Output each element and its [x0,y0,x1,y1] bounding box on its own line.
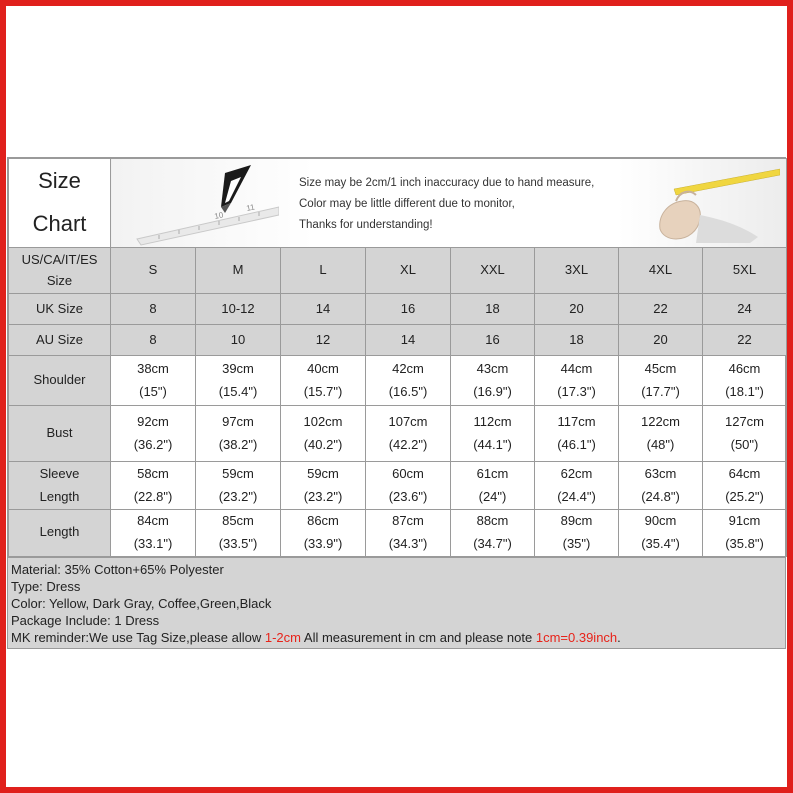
measure-cell [619,510,703,557]
inch-value: (24.8") [641,488,680,504]
inch-value: (16.5") [388,383,428,399]
inch-value: (44.1") [473,436,512,452]
table-cell: 22 [619,294,703,325]
inch-value: (42.2") [388,436,428,452]
hand-measure-icon [640,167,780,243]
inch-value: (17.7") [641,383,680,399]
cm-value: 88cm [476,513,509,528]
cm-value: 86cm [307,513,339,528]
row-label: Length [9,510,111,557]
cm-value: 63cm [644,465,677,481]
inch-value: (40.2") [303,436,343,452]
material-text: Material: 35% Cotton+65% Polyester [11,561,224,577]
measure-cell [703,462,787,510]
inch-value: (23.6") [388,488,428,504]
cm-value: 89cm [560,513,593,528]
cm-value: 127cm [724,413,765,429]
size-header-line-1: US/CA/IT/ES [21,251,98,267]
cm-value: 90cm [644,513,677,528]
note-line-2: Color may be little different due to monitor, [299,198,515,210]
uk-size-row [9,294,787,325]
inch-value: (46.1") [557,436,596,452]
row-label-line-2: Length [39,488,80,504]
cm-value: 59cm [222,465,254,481]
cm-value: 122cm [640,413,681,429]
cm-value: 85cm [222,513,254,528]
measure-cell [619,462,703,510]
table-cell: 10 [196,325,281,356]
ruler-mark-b: 11 [245,202,256,213]
cm-value: 46cm [728,360,761,376]
size-header-cell: M [196,248,281,294]
inch-value: (38.2") [218,436,258,452]
measure-cell [703,356,787,406]
measure-cell [535,462,619,510]
inch-value: (34.7") [473,535,512,551]
package-text: Package Include: 1 Dress [11,612,160,628]
measure-cell [196,462,281,510]
measure-cell [366,510,451,557]
measure-cell [281,510,366,557]
cm-value: 117cm [557,413,596,429]
measure-cell [281,356,366,406]
row-label: UK Size [9,294,111,325]
table-cell: 14 [281,294,366,325]
size-table [8,158,787,557]
notice-banner [111,159,787,248]
cm-value: 39cm [222,360,254,376]
inch-value: (34.3") [388,535,428,551]
table-cell: 20 [535,294,619,325]
table-cell: 24 [703,294,787,325]
length-row [9,510,787,557]
inch-value: (23.2") [303,488,343,504]
shoulder-row [9,356,787,406]
reminder-part-b: All measurement in cm and please note [301,629,536,645]
cm-value: 42cm [392,360,424,376]
cm-value: 92cm [137,413,169,429]
inch-value: (35.4") [641,535,680,551]
note-line-3: Thanks for understanding! [299,219,433,231]
inch-value: (23.2") [218,488,258,504]
header-row [9,248,787,294]
cm-value: 58cm [137,465,169,481]
cm-value: 107cm [388,413,428,429]
reminder-text [11,629,782,646]
chart-title [9,159,111,248]
inch-value: (50") [730,436,759,452]
table-cell: 16 [366,294,451,325]
row-label [9,462,111,510]
table-cell: 10-12 [196,294,281,325]
inch-value: (25.2") [725,488,764,504]
measure-cell [281,406,366,462]
inch-value: (22.8") [133,488,173,504]
inch-value: (16.9") [473,383,512,399]
inch-value: (33.1") [133,535,173,551]
measure-cell [196,510,281,557]
inch-value: (17.3") [557,383,596,399]
inch-value: (48") [646,436,675,452]
size-header-label [9,248,111,294]
title-row [9,159,787,248]
inch-value: (15") [139,383,167,399]
measure-cell [281,462,366,510]
inch-value: (24.4") [557,488,596,504]
title-line-2: Chart [32,211,87,236]
measure-cell [196,406,281,462]
table-cell: 14 [366,325,451,356]
measure-cell [366,356,451,406]
measure-cell [366,406,451,462]
inch-value: (35.8") [725,535,764,551]
cm-value: 59cm [307,465,339,481]
cm-value: 64cm [728,465,761,481]
cm-value: 38cm [137,360,169,376]
table-cell: 22 [703,325,787,356]
measure-cell [451,406,535,462]
size-header-cell: 4XL [619,248,703,294]
reminder-conversion: 1cm=0.39inch [535,629,618,645]
measure-cell [535,356,619,406]
measure-cell [619,356,703,406]
measure-cell [451,462,535,510]
bust-row [9,406,787,462]
inch-value: (15.4") [218,383,258,399]
table-cell: 18 [451,294,535,325]
measure-cell [703,406,787,462]
cm-value: 40cm [307,360,339,376]
measure-cell [366,462,451,510]
size-header-cell: XL [366,248,451,294]
table-cell: 8 [111,294,196,325]
size-header-cell: 5XL [703,248,787,294]
title-line-1: Size [38,168,81,194]
inch-value: (33.5") [218,535,258,551]
row-label-line-1: Sleeve [39,465,80,481]
cm-value: 44cm [560,360,593,376]
table-cell: 20 [619,325,703,356]
measure-cell [196,356,281,406]
row-label: Shoulder [9,356,111,406]
row-label: AU Size [9,325,111,356]
cm-value: 87cm [392,513,424,528]
measure-cell [111,406,196,462]
cm-value: 84cm [137,513,169,528]
inch-value: (36.2") [133,436,173,452]
cm-value: 60cm [392,465,424,481]
measure-cell [619,406,703,462]
cm-value: 43cm [476,360,509,376]
notes [299,173,594,236]
inch-value: (18.1") [725,383,764,399]
measure-cell [111,462,196,510]
au-size-row [9,325,787,356]
ruler-icon [129,159,279,247]
type-text: Type: Dress [11,578,81,594]
cm-value: 45cm [644,360,677,376]
measure-cell [535,406,619,462]
table-cell: 8 [111,325,196,356]
cm-value: 97cm [222,413,254,429]
reminder-end: . [617,629,621,645]
ruler-mark-a: 10 [213,210,225,221]
measure-cell [111,356,196,406]
size-header-cell: L [281,248,366,294]
cm-value: 91cm [728,513,761,528]
size-header-cell: XXL [451,248,535,294]
cm-value: 62cm [560,465,593,481]
measure-cell [703,510,787,557]
measure-cell [451,510,535,557]
table-cell: 18 [535,325,619,356]
size-chart [7,157,786,649]
sleeve-row [9,462,787,510]
reminder-tolerance: 1-2cm [264,629,301,645]
product-info [8,557,785,648]
size-header-cell: 3XL [535,248,619,294]
cm-value: 61cm [476,465,509,481]
table-cell: 16 [451,325,535,356]
cm-value: 112cm [473,413,512,429]
reminder-part-a: MK reminder:We use Tag Size,please allow [11,629,265,645]
color-text: Color: Yellow, Dark Gray, Coffee,Green,Black [11,595,272,611]
inch-value: (15.7") [303,383,343,399]
inch-value: (24") [478,488,507,504]
size-header-cell: S [111,248,196,294]
table-cell: 12 [281,325,366,356]
size-header-line-2: Size [46,272,73,288]
measure-cell [111,510,196,557]
row-label: Bust [9,406,111,462]
inch-value: (33.9") [303,535,343,551]
measure-cell [451,356,535,406]
cm-value: 102cm [303,413,343,429]
measure-cell [535,510,619,557]
inch-value: (35") [562,535,591,551]
note-line-1: Size may be 2cm/1 inch inaccuracy due to hand measure, [299,177,595,189]
